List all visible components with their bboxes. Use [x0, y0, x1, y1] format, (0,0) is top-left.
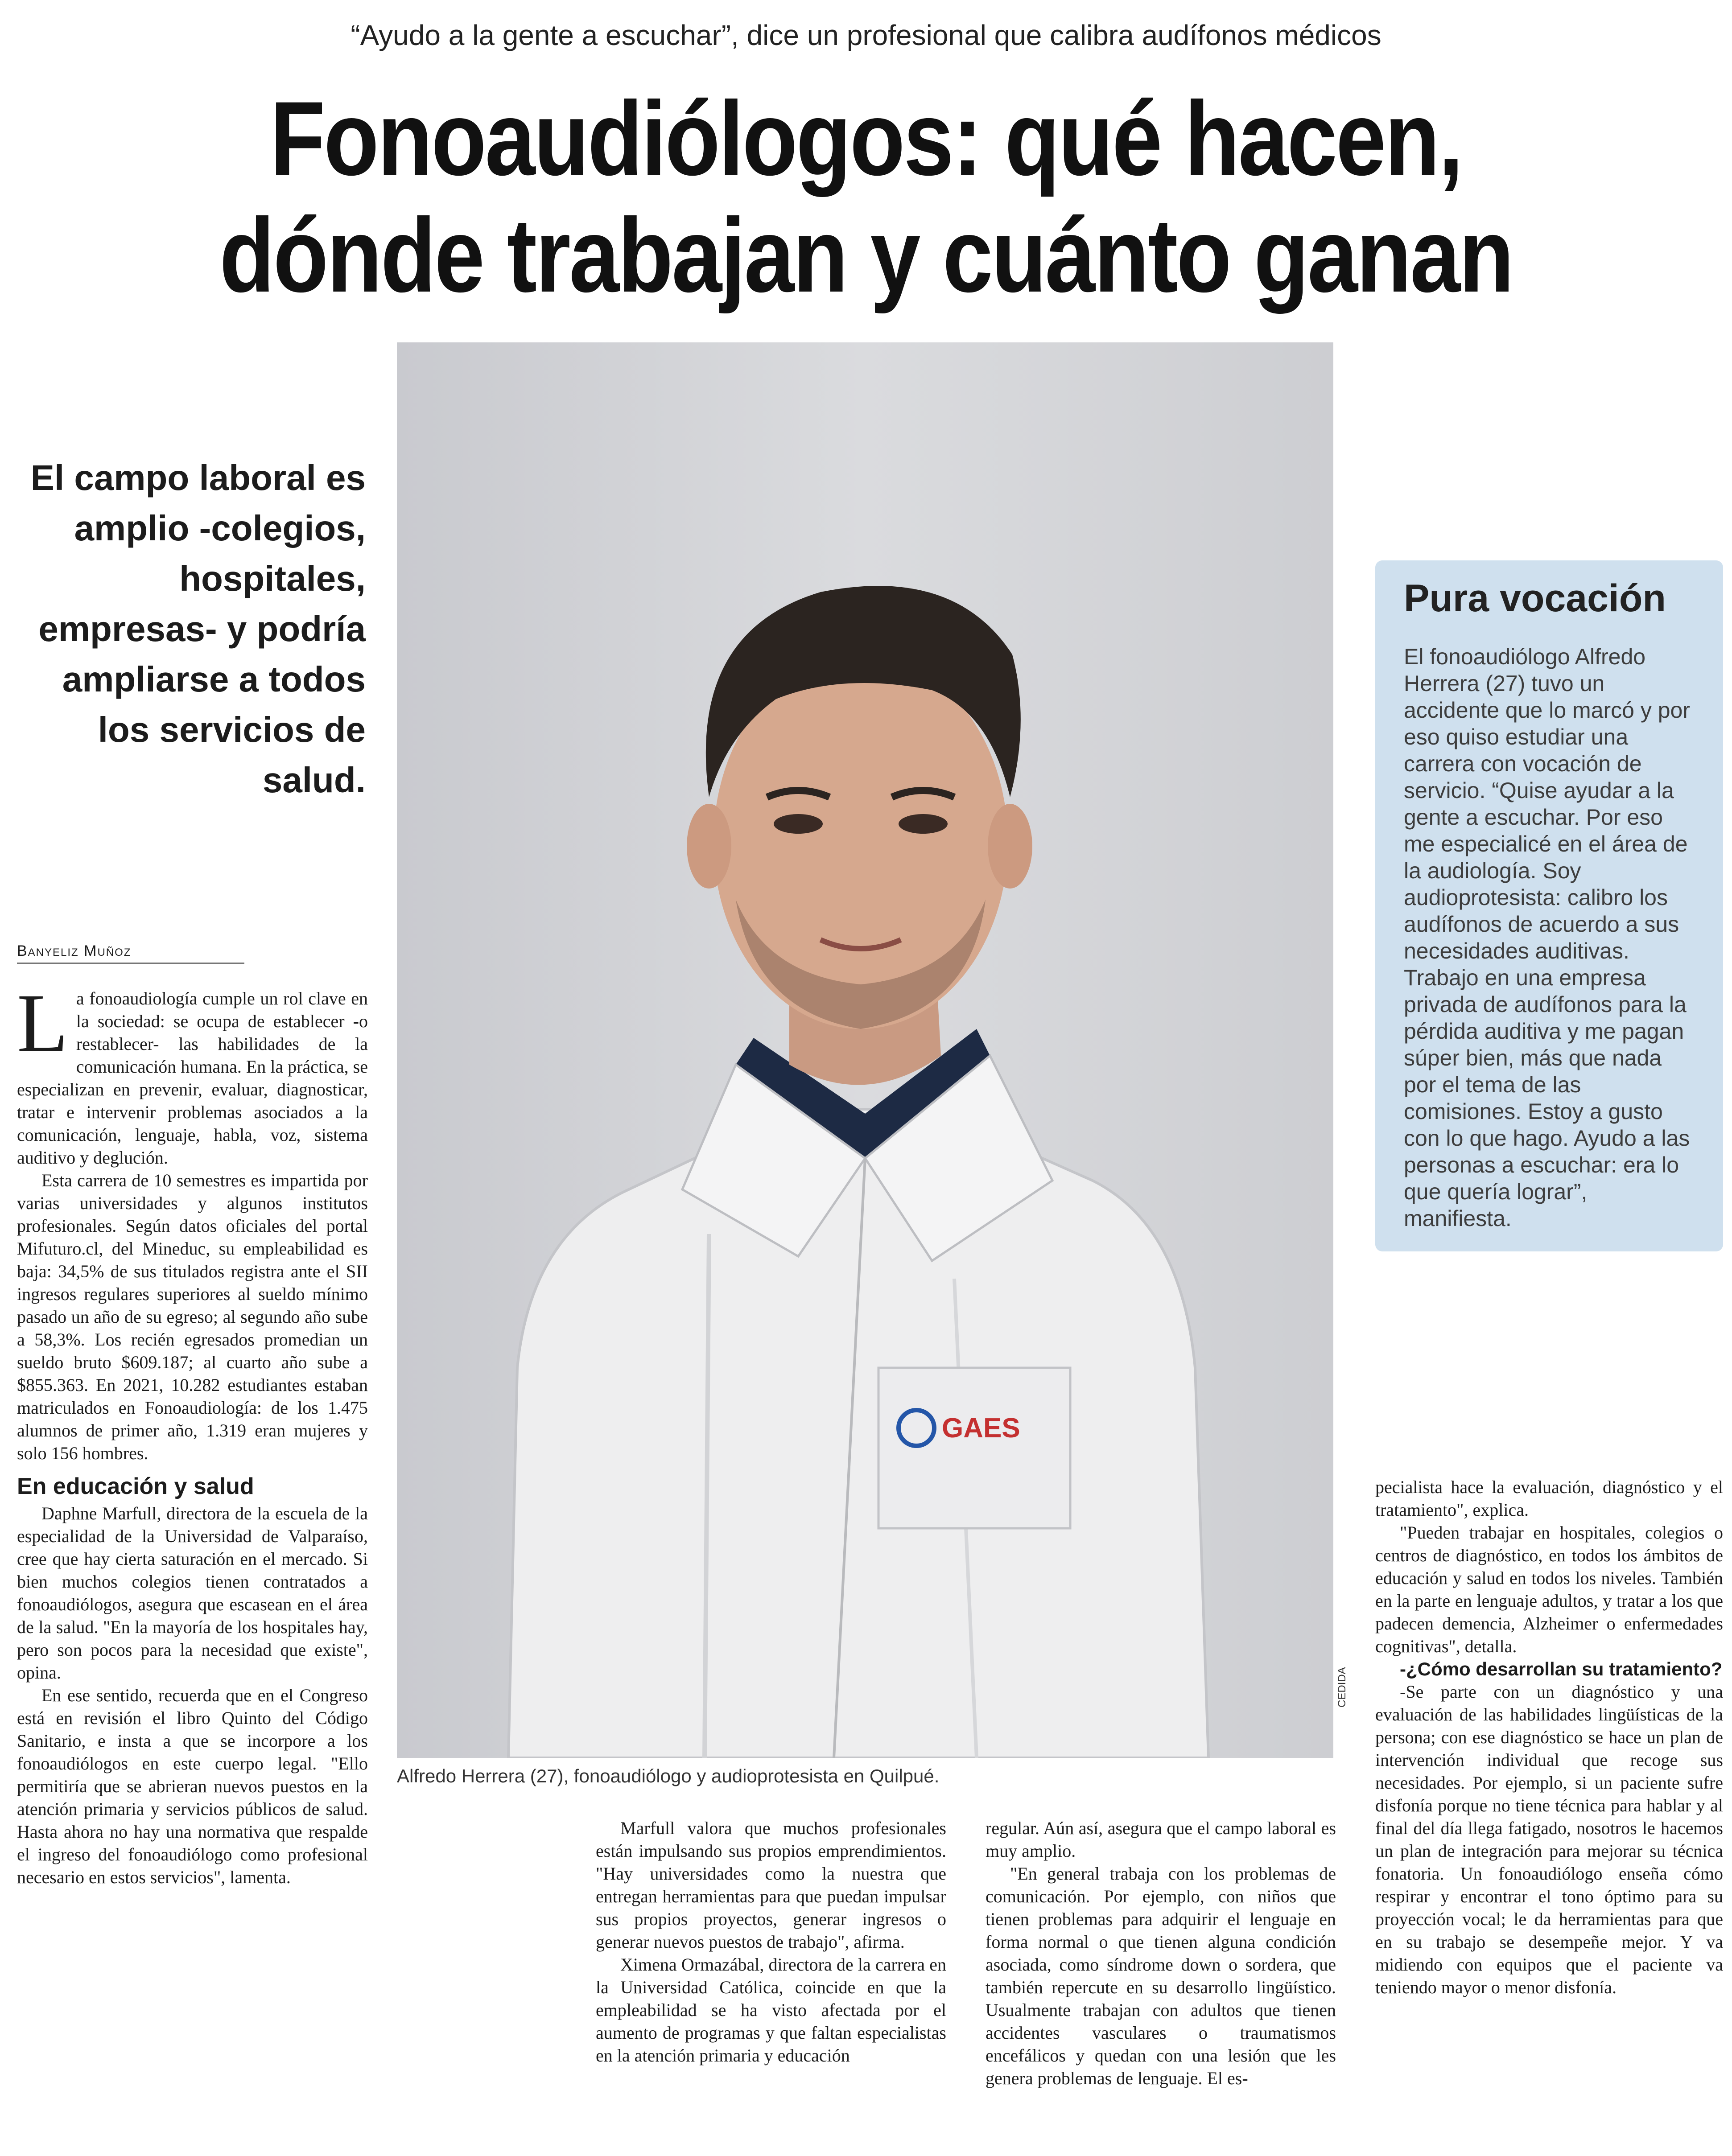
paragraph: "Pueden trabajar en hospitales, colegios o centros de diagnóstico, en todos los ámbitos de educación y salud en todos los niveles. También en la parte en lenguaje adultos, y tratar a los que padecen demencia, Alzheimer o enfermedades cognitivas", detalla.: [1375, 1522, 1723, 1656]
sidebar-title: Pura vocación: [1404, 577, 1666, 620]
article-column-3: [986, 1817, 1336, 2090]
paragraph: En ese sentido, recuerda que en el Congreso está en revisión el libro Quinto del Código Sanitario, e insta a que se incorpore a los fonoaudiólogos en este cuerpo legal. "Ello permitiría que se abrieran nuevos puestos en la atención primaria y servicios públicos de salud. Hasta ahora no hay una normativa que respalde el ingreso del fonoaudiólogo como profesional necesario en estos servicios", lamenta.: [17, 1685, 368, 1887]
paragraph: -Se parte con un diagnóstico y una evaluación de las habilidades lingüísticas de la persona; con ese diagnóstico se hace un plan de intervención individual que recoge sus necesidades. Por ejemplo, si un paciente sufre disfonía porque no tiene técnica para hablar y al final del día llega fatigado, nosotros le hacemos un plan de integración para mejorar su técnica fonatoria. Un fonoaudiólogo enseña cómo respirar y encontrar el tono óptimo para su proyección vocal; le da herramientas para que en su trabajo se desempeñe mejor. Y va midiendo con equipos que el paciente va teniendo mayor o menor disfonía.: [1375, 1682, 1723, 1997]
sidebar-body: El fonoaudiólogo Alfredo Herrera (27) tuvo un accidente que lo marcó y por eso quiso estudiar una carrera con vocación de servicio. “Quise ayudar a la gente a escuchar. Por eso me especialicé en el área de la audiología. Soy audioprotesista: calibro los audífonos de acuerdo a sus necesidades auditivas. Trabajo en una empresa privada de audífonos para la pérdida auditiva y me pagan súper bien, más que nada por el tema de las comisiones. Estoy a gusto con lo que hago. Ayudo a las personas a escuchar: era lo que quería lograr”, manifiesta.: [1404, 644, 1691, 1231]
paragraph: Ximena Ormazábal, directora de la carrera en la Universidad Católica, coincide en que la empleabilidad se ha visto afectada por el aumento de programas y que faltan especialistas en la atención primaria y educación: [596, 1954, 946, 2065]
kicker: “Ayudo a la gente a escuchar”, dice un profesional que calibra audífonos médicos: [351, 19, 1381, 51]
gaes-logo: [896, 1408, 1020, 1448]
gaes-logo-text: GAES: [942, 1412, 1020, 1444]
article-column-1: [17, 976, 368, 1889]
paragraph: pecialista hace la evaluación, diagnóstico y el tratamiento", explica.: [1375, 1477, 1723, 1520]
deck-summary: El campo laboral es amplio -colegios, hospitales, empresas- y podría ampliarse a todos los servicios de salud.: [30, 458, 366, 800]
interview-question: -¿Cómo desarrollan su tratamiento?: [1400, 1658, 1723, 1679]
paragraph: Marfull valora que muchos profesionales están impulsando sus propios emprendimientos. "Hay universidades como la nuestra que entregan herramientas para que puedan impulsar sus propios proyectos, generar ingresos o generar nuevos puestos de trabajo", afirma.: [596, 1818, 946, 1952]
paragraph: regular. Aún así, asegura que el campo laboral es muy amplio.: [986, 1818, 1336, 1861]
gaes-logo-icon: [896, 1408, 936, 1448]
byline: Banyeliz Muñoz: [17, 942, 244, 964]
paragraph: [17, 976, 368, 1169]
photo-caption: Alfredo Herrera (27), fonoaudiólogo y audioprotesista en Quilpué.: [397, 1765, 940, 1786]
photo-credit: CEDIDA: [1336, 1667, 1348, 1708]
article-column-4: [1375, 1476, 1723, 1999]
headline-line-2: dónde trabajan y cuánto ganan: [219, 197, 1513, 314]
portrait-photo: [397, 342, 1333, 1758]
paragraph: Daphne Marfull, directora de la escuela de la especialidad de la Universidad de Valparaíso, cree que hay cierta saturación en el mercado. Si bien muchos colegios tienen contratados a fonoaudiólogos, asegura que escasean en el área de la salud. "En la mayoría de los hospitales hay, pero son pocos para la necesidad que existe", opina.: [17, 1503, 368, 1683]
headline-line-1: Fonoaudiólogos: qué hacen,: [270, 80, 1462, 197]
portrait-illustration: [397, 342, 1333, 1758]
paragraph-text: a fonoaudiología cumple un rol clave en la sociedad: se ocupa de establecer -o restablecer- las habilidades de la comunicación humana. En la práctica, se especializan en prevenir, evaluar, diagnosticar, tratar e intervenir problemas asociados a la comunicación, lenguaje, habla, voz, sistema auditivo y deglución.: [17, 988, 368, 1168]
subhead: En educación y salud: [17, 1473, 254, 1499]
sidebar-box: [1375, 560, 1723, 1251]
paragraph: Esta carrera de 10 semestres es impartida por varias universidades y algunos institutos profesionales. Según datos oficiales del portal Mifuturo.cl, del Mineduc, su empleabilidad es baja: 34,5% de sus titulados registra ante el SII ingresos regulares superiores al sueldo mínimo pasado un año de su egreso; al segundo año sube a 58,3%. Los recién egresados promedian un sueldo bruto $609.187; al cuarto año sube a $855.363. En 2021, 10.282 estudiantes estaban matriculados en Fonoaudiología: de los 1.475 alumnos de primer año, 1.319 eran mujeres y solo 156 hombres.: [17, 1170, 368, 1463]
paragraph: "En general trabaja con los problemas de comunicación. Por ejemplo, con niños que tienen problemas para adquirir el lenguaje en forma normal o que tienen alguna condición asociada, como síndrome down o sordera, que también repercute en su desarrollo lingüístico. Usualmente trabajan con adultos que tienen accidentes vasculares o traumatismos encefálicos y quedan con una lesión que les genera problemas de lenguaje. El es-: [986, 1864, 1336, 2088]
article-column-2: [596, 1817, 946, 2067]
drop-cap: L: [17, 976, 68, 1070]
headline: [121, 80, 1611, 314]
